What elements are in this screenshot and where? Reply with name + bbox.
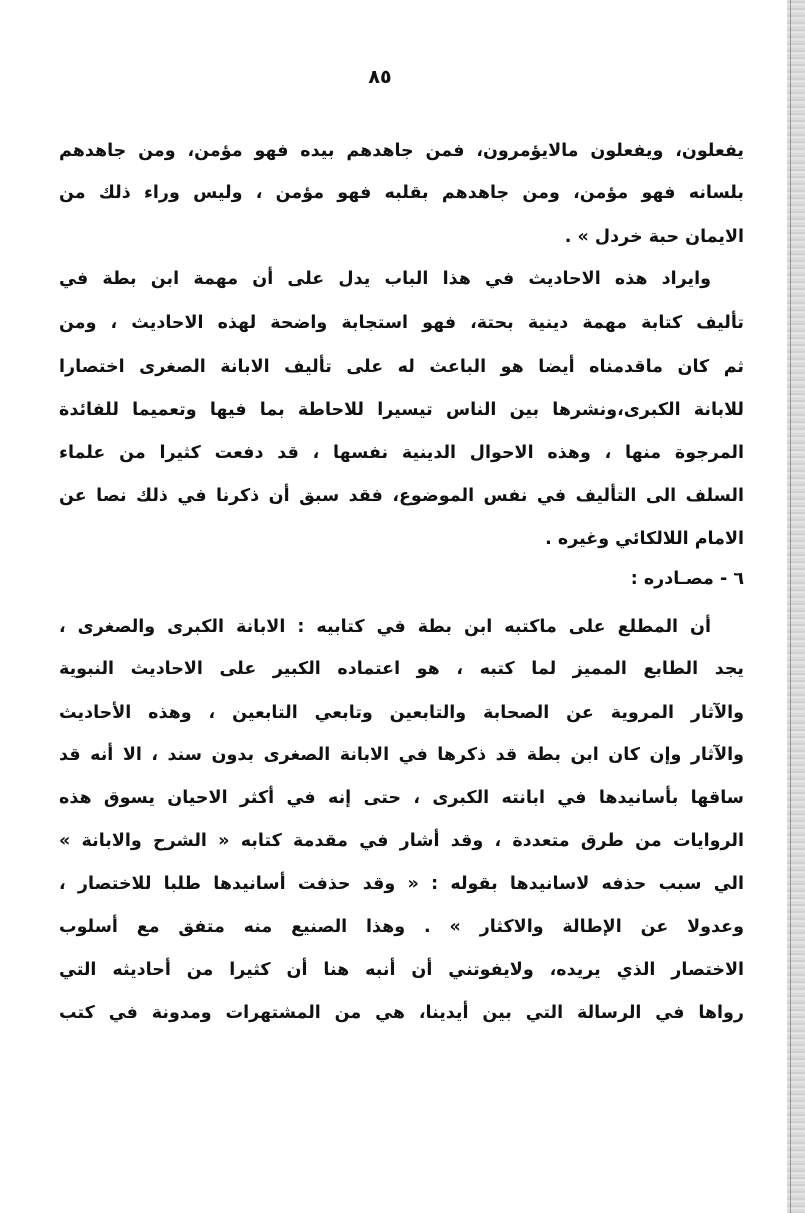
paragraph-2-line-2: تأليف كتابة مهمة دينية بحتة، فهو استجابة واضحة لهذه الاحاديث ، ومن (59, 313, 744, 333)
paragraph-3-line-1: أن المطلع على ماكتبه ابن بطة في كتابيه : الابانة الكبرى والصغرى ، (59, 617, 711, 637)
paragraph-2-line-6: السلف الى التأليف في نفس الموضوع، فقد سبق أن ذكرنا في ذلك نصا عن (59, 486, 744, 506)
paragraph-3-line-4: والآثار وإن كان ابن بطة قد ذكرها في الابانة الصغرى بدون سند ، الا أنه قد (59, 745, 744, 765)
paragraph-2-line-4: للابانة الكبرى،ونشرها بين الناس تيسيرا للاحاطة بما فيها وتعميما للفائدة (59, 400, 744, 420)
paragraph-3-line-2: يجد الطابع المميز لما كتبه ، هو اعتماده الكبير على الاحاديث النبوية (59, 659, 744, 679)
page-number: ٨٥ (368, 66, 392, 88)
paragraph-2-line-1: وايراد هذه الاحاديث في هذا الباب يدل على أن مهمة ابن بطة في (59, 269, 711, 289)
paragraph-3-line-6: الروايات من طرق متعددة ، وقد أشار في مقدمة كتابه « الشرح والابانة » (59, 831, 744, 851)
paragraph-3-line-10: رواها في الرسالة التي بين أيدينا، هي من المشتهرات ومدونة في كتب (59, 1003, 744, 1023)
paragraph-1-line-2: بلسانه فهو مؤمن، ومن جاهدهم بقلبه فهو مؤمن ، وليس وراء ذلك من (59, 183, 744, 203)
paragraph-2-line-7: الامام اللالكائي وغيره . (545, 529, 744, 549)
paragraph-3-line-7: الي سبب حذفه لاسانيدها بقوله : « وقد حذفت أسانيدها طلبا للاختصار ، (59, 874, 744, 894)
paragraph-1-line-3: الايمان حبة خردل » . (564, 227, 744, 247)
paragraph-2-line-3: ثم كان ماقدمناه أيضا هو الباعث له على تأليف الابانة الصغرى اختصارا (59, 357, 744, 377)
paragraph-2-line-5: المرجوة منها ، وهذه الاحوال الدينية نفسها ، قد دفعت كثيرا من علماء (59, 443, 744, 463)
paragraph-3-line-9: الاختصار الذي يريده، ولايفوتني أن أنبه هنا أن كثيرا من أحاديثه التي (59, 960, 744, 980)
paragraph-1-line-1: يفعلون، ويفعلون مالايؤمرون، فمن جاهدهم بيده فهو مؤمن، ومن جاهدهم (59, 141, 744, 161)
paragraph-3-line-3: والآثار المروية عن الصحابة والتابعين وتابعي التابعين ، وهذه الأحاديث (59, 703, 744, 723)
paragraph-3-line-8: وعدولا عن الإطالة والاكثار » . وهذا الصنيع منه متفق مع أسلوب (59, 917, 744, 937)
paragraph-3-line-5: ساقها بأسانيدها في ابانته الكبرى ، حتى إنه في أكثر الاحيان يسوق هذه (59, 788, 744, 808)
section-heading: ٦ - مصـادره : (630, 569, 744, 589)
